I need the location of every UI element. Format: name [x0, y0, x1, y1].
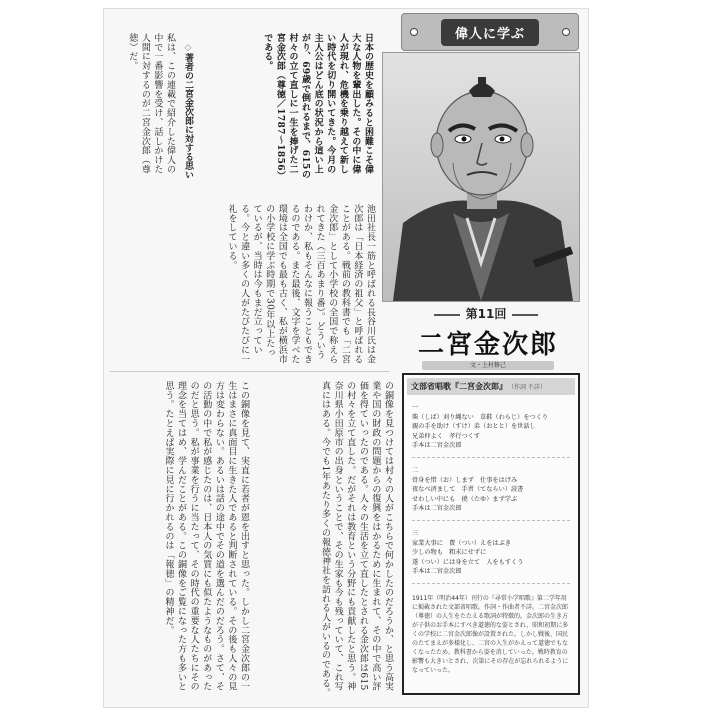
- section-heading: ◇著者の二宮金次郎に対する思い: [183, 43, 193, 179]
- round-label: 第11回: [402, 305, 570, 322]
- intro-column: 日本の歴史を顧みると困難こそ偉大な人物を輩出した。その中に偉人が現れ、危機を乗り越えて新しい時代を切り開いてきた。今月の主人公はどん底の状況から這い上がり、69歳で倒れるまで、615の村々の立て直しに一生を捧げた二宮金次郎（尊徳／1787〜1856）である。: [262, 33, 373, 181]
- lower-right-column: の銅像を見つけては村々の人がこちらで何かしたのだろうか、と思う高実業や国の財政の問題からの復興をはかるために生まれて、その中で高い評価を得ていったのである。人々の生活を立て直したとされる金次郎は615の村々を立て直した。だがそれは教育という分野にも貢献したと思う。神奈川県小田原市の出身ということで、その生家も今も残っていて、これ写真にはある。今でも1年あたり多くの報徳神社を訪れる人がいるのである。: [320, 381, 393, 698]
- stanza-1: 一 柴（しば）刈り縄ない 草鞋（わらじ）をつくり 親の手を助け（すけ）弟（おとと）を世話し 兄弟仲よく 孝行つくす 手本は二宮金次郎: [412, 404, 549, 450]
- song-note: 1911年（明治44年）刊行の『尋常小学唱歌』第二学年用に掲載された文部省唱歌。作詞・作曲者不詳。二宮金次郎（尊徳）の人生をたたえる歌詞が特徴的。金次郎の生き方が子供のお手本にすべき道徳的な姿とされ、昭和初期に多くの学校に二宮金次郎像が設置された。しかし戦後、国民のたてまえが多様化し、二宮の人生がかえって道徳でもなくなったため、教科書から姿を消していった。戦時教育の影響も大きいとされ、次第にその存在が忘れられるようになっていった。: [412, 594, 569, 674]
- portrait-illustration: [383, 53, 579, 301]
- reflection-column: 私は、この連載で紹介した偉人の中で一番影響を受け、話しかけた人間に対するのが二宮金次郎（尊徳）だ。: [127, 33, 175, 174]
- divider: [110, 371, 390, 372]
- stanza-3: 三 家業大事に 費（つい）えをはぶき 少しの物も 粗末にせずに 遂（つい）には身を立て 人をもすくう 手本は二宮金次郎: [412, 529, 524, 576]
- stanza-2: 二 骨身を惜（お）しまず 仕事をはげみ 夜なべ済まして 手習（てならい）読書 せわしい中にも 撓（たゆ）まず学ぶ 手本は二宮金次郎: [412, 466, 524, 513]
- diamond-icon: ◇: [183, 43, 193, 53]
- banner-ornament-icon: [410, 28, 418, 36]
- stanza-divider: [412, 520, 570, 521]
- banner-text: 偉人に学ぶ: [441, 19, 539, 46]
- portrait-image: [382, 52, 580, 302]
- song-title: 文部省唱歌『二宮金次郎』 （作詞 不詳）: [407, 378, 575, 395]
- stanza-divider: [412, 457, 570, 458]
- article-title: 二宮金次郎: [417, 330, 558, 360]
- magazine-page: [103, 8, 589, 708]
- song-box: [402, 373, 580, 695]
- byline: 文・上村修己: [422, 361, 554, 370]
- banner-ornament-icon: [562, 28, 570, 36]
- series-banner: [401, 13, 579, 51]
- upper-mid-column: 池田社長一筋と呼ばれる長谷川氏は金次郎は「日本経済の祖父」と呼ばれることがある。戦前の教科書でも「二宮金次郎」として小学校の全国で称えられてきた（三百あまり番）。どういうわけか、私もそんなに報うこともできるのである。また最後、文字を学べた環境は全国でも最も古く、私が横浜市の小学校に学ぶ時期で30年以上たっているが、当時は今もまだ立っている。今と違い多くの人がたびたびに一礼をしている。: [226, 204, 375, 364]
- lower-left-column: この銅像を見て、実直に若者が恩を出すと思った。しかし二宮金次郎の一生はまさに真面目に生きた人であると判断されている。その後も人々の見方は変わらない。あるいは話の途中でその道を選んだのだろう。さて、その活動の中で私が感じたのは、日本人の気質にも似たようなものがあったのだと思う。私が事業を行うに当たって、その時代の重要な人たちにその理念を当てはめ、学んだことがある。この銅像をご覧になった方も多いと思う。たとえば実際に見に行かれるのは「報徳」の精神だ。: [163, 381, 249, 692]
- stanza-divider: [412, 583, 570, 584]
